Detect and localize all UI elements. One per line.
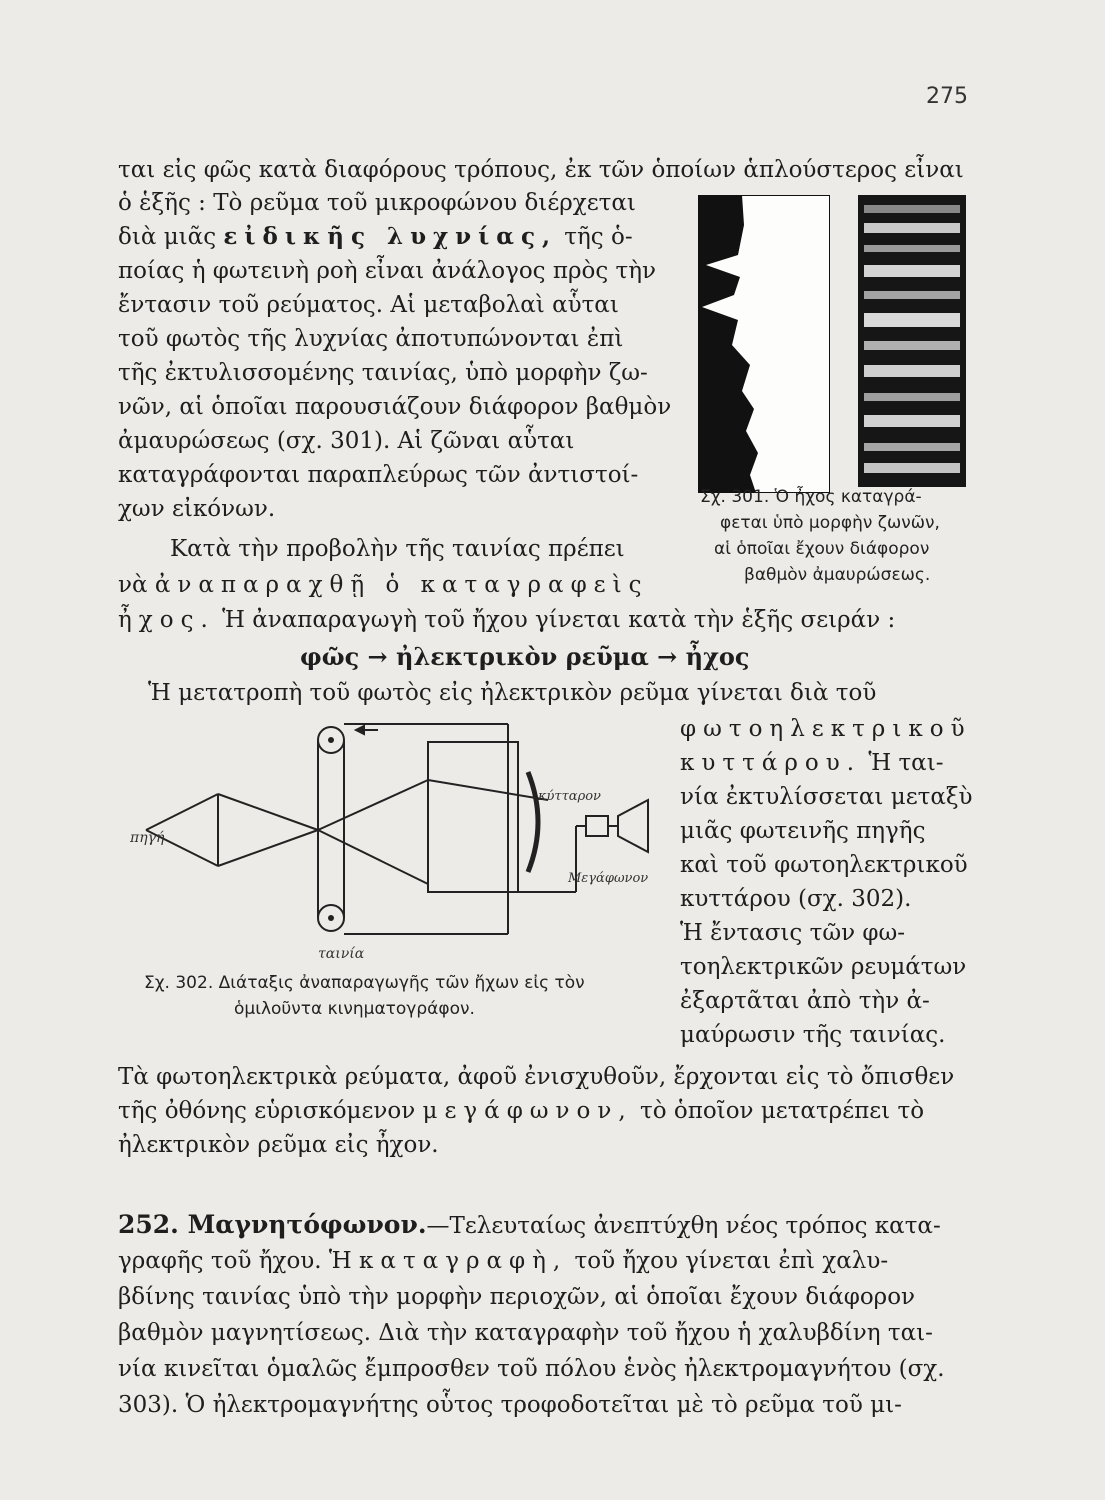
speaker-label: Μεγάφωνον	[568, 871, 649, 886]
emphasized-term: κυττάρου.	[680, 750, 861, 776]
text-line	[118, 1246, 888, 1276]
text-line: χων εἰκόνων.	[118, 496, 276, 522]
text-span: διὰ μιᾶς	[118, 224, 217, 250]
text-line: 303). Ὁ ἠλεκτρομαγνήτης οὗτος τροφοδοτεῖται μὲ τὸ ρεῦμα τοῦ μι-	[118, 1392, 902, 1418]
figure-302-diagram	[128, 712, 680, 972]
caption-line: ὁμιλοῦντα κινηματογράφον.	[234, 999, 475, 1019]
text-line: ται εἰς φῶς κατὰ διαφόρους τρόπους, ἐκ τῶν ὁποίων ἁπλούστερος εἶναι	[118, 157, 964, 183]
text-span: Ἡ ἀναπαραγωγὴ τοῦ ἤχου γίνεται κατὰ τὴν ἑξῆς σειράν :	[222, 607, 896, 633]
tape-label: ταινία	[318, 946, 365, 962]
text-line: ἠλεκτρικὸν ρεῦμα εἰς ἦχον.	[118, 1132, 439, 1158]
text-line: ἔντασιν τοῦ ρεύματος. Αἱ μεταβολαὶ αὗται	[118, 292, 619, 318]
page-number: 275	[926, 84, 968, 109]
emphasized-term: φωτοηλεκτρικοῦ	[680, 716, 972, 742]
text-line	[118, 222, 633, 252]
text-line: μαύρωσιν τῆς ταινίας.	[680, 1022, 946, 1048]
text-line: καὶ τοῦ φωτοηλεκτρικοῦ	[680, 852, 968, 878]
text-span: —Τελευταίως ἀνεπτύχθη νέος τρόπος κατα-	[426, 1213, 941, 1239]
text-line: Ἡ μετατροπὴ τοῦ φωτὸς εἰς ἠλεκτρικὸν ρεῦμα γίνεται διὰ τοῦ	[148, 680, 877, 706]
text-line: βδίνης ταινίας ὑπὸ τὴν μορφὴν περιοχῶν, αἱ ὁποῖαι ἔχουν διάφορον	[118, 1284, 916, 1310]
text-line: καταγράφονται παραπλεύρως τῶν ἀντιστοί-	[118, 462, 639, 488]
text-span: τοῦ ἤχου γίνεται ἐπὶ χαλυ-	[574, 1248, 889, 1274]
soundtrack-variable-density-image	[858, 195, 966, 487]
text-line	[680, 748, 944, 778]
text-span: τὸ ὁποῖον μετατρέπει τὸ	[639, 1098, 925, 1124]
text-span: Ἡ ται-	[868, 750, 944, 776]
text-span: γραφῆς τοῦ ἤχου. Ἡ	[118, 1248, 352, 1274]
emphasized-term: μεγάφωνον,	[422, 1098, 633, 1124]
text-line: νία κινεῖται ὁμαλῶς ἔμπροσθεν τοῦ πόλου ἑνὸς ἠλεκτρομαγνήτου (σχ.	[118, 1356, 945, 1382]
text-line: βαθμὸν μαγνητίσεως. Διὰ τὴν καταγραφὴν τοῦ ἤχου ἡ χαλυβδίνη ται-	[118, 1320, 933, 1346]
emphasized-term: ἦχος.	[118, 607, 215, 633]
text-line: Τὰ φωτοηλεκτρικὰ ρεύματα, ἀφοῦ ἐνισχυθοῦν, ἔρχονται εἰς τὸ ὄπισθεν	[118, 1064, 955, 1090]
text-line: μιᾶς φωτεινῆς πηγῆς	[680, 818, 926, 844]
text-line: νῶν, αἱ ὁποῖαι παρουσιάζουν διάφορον βαθμὸν	[118, 394, 672, 420]
emphasized-term: καταγραφὴ,	[359, 1248, 568, 1274]
text-line	[118, 1096, 924, 1126]
emphasized-term: εἰδικῆς λυχνίας,	[223, 223, 557, 250]
text-span: τῆς ὀθόνης εὑρισκόμενον	[118, 1098, 416, 1124]
source-label: πηγή	[130, 830, 165, 846]
conversion-formula: φῶς → ἠλεκτρικὸν ρεῦμα → ἦχος	[300, 642, 750, 671]
text-line: Ἡ ἔντασις τῶν φω-	[680, 920, 906, 946]
text-line: ἐξαρτᾶται ἀπὸ τὴν ἀ-	[680, 988, 930, 1014]
text-line: Κατὰ τὴν προβολὴν τῆς ταινίας πρέπει	[170, 536, 625, 562]
text-line: ἀμαυρώσεως (σχ. 301). Αἱ ζῶναι αὗται	[118, 428, 575, 454]
text-line: νία ἐκτυλίσσεται μεταξὺ	[680, 784, 973, 810]
text-line: τοηλεκτρικῶν ρευμάτων	[680, 954, 967, 980]
text-line: ὁ ἑξῆς : Τὸ ρεῦμα τοῦ μικροφώνου διέρχεται	[118, 190, 636, 216]
caption-line: βαθμὸν ἀμαυρώσεως.	[744, 565, 931, 585]
text-line	[118, 605, 895, 635]
text-line: κυττάρου (σχ. 302).	[680, 886, 912, 912]
cell-label: κύτταρον	[538, 789, 601, 804]
text-span: νὰ	[118, 572, 148, 598]
figure-301-caption	[700, 484, 940, 588]
caption-line: Σχ. 301. Ὁ ἦχος καταγρά-	[700, 487, 922, 507]
text-line	[118, 570, 649, 600]
caption-line: φεται ὑπὸ μορφὴν ζωνῶν,	[720, 513, 940, 533]
caption-line: αἱ ὁποῖαι ἔχουν διάφορον	[714, 539, 930, 559]
text-span: τῆς ὁ-	[564, 224, 633, 250]
soundtrack-variable-area-image	[698, 195, 830, 493]
emphasized-term: ἀναπαραχθῇ ὁ καταγραφεὶς	[154, 572, 649, 598]
figure-302-caption	[144, 970, 585, 1022]
caption-line: Σχ. 302. Διάταξις ἀναπαραγωγῆς τῶν ἤχων εἰς τὸν	[144, 973, 585, 993]
text-line: τοῦ φωτὸς τῆς λυχνίας ἀποτυπώνονται ἐπὶ	[118, 326, 624, 352]
section-heading-line	[118, 1210, 941, 1241]
section-title: 252. Μαγνητόφωνον.	[118, 1210, 427, 1239]
text-line: τῆς ἐκτυλισσομένης ταινίας, ὑπὸ μορφὴν ζω-	[118, 360, 648, 386]
text-line: ποίας ἡ φωτεινὴ ροὴ εἶναι ἀνάλογος πρὸς τὴν	[118, 258, 657, 284]
